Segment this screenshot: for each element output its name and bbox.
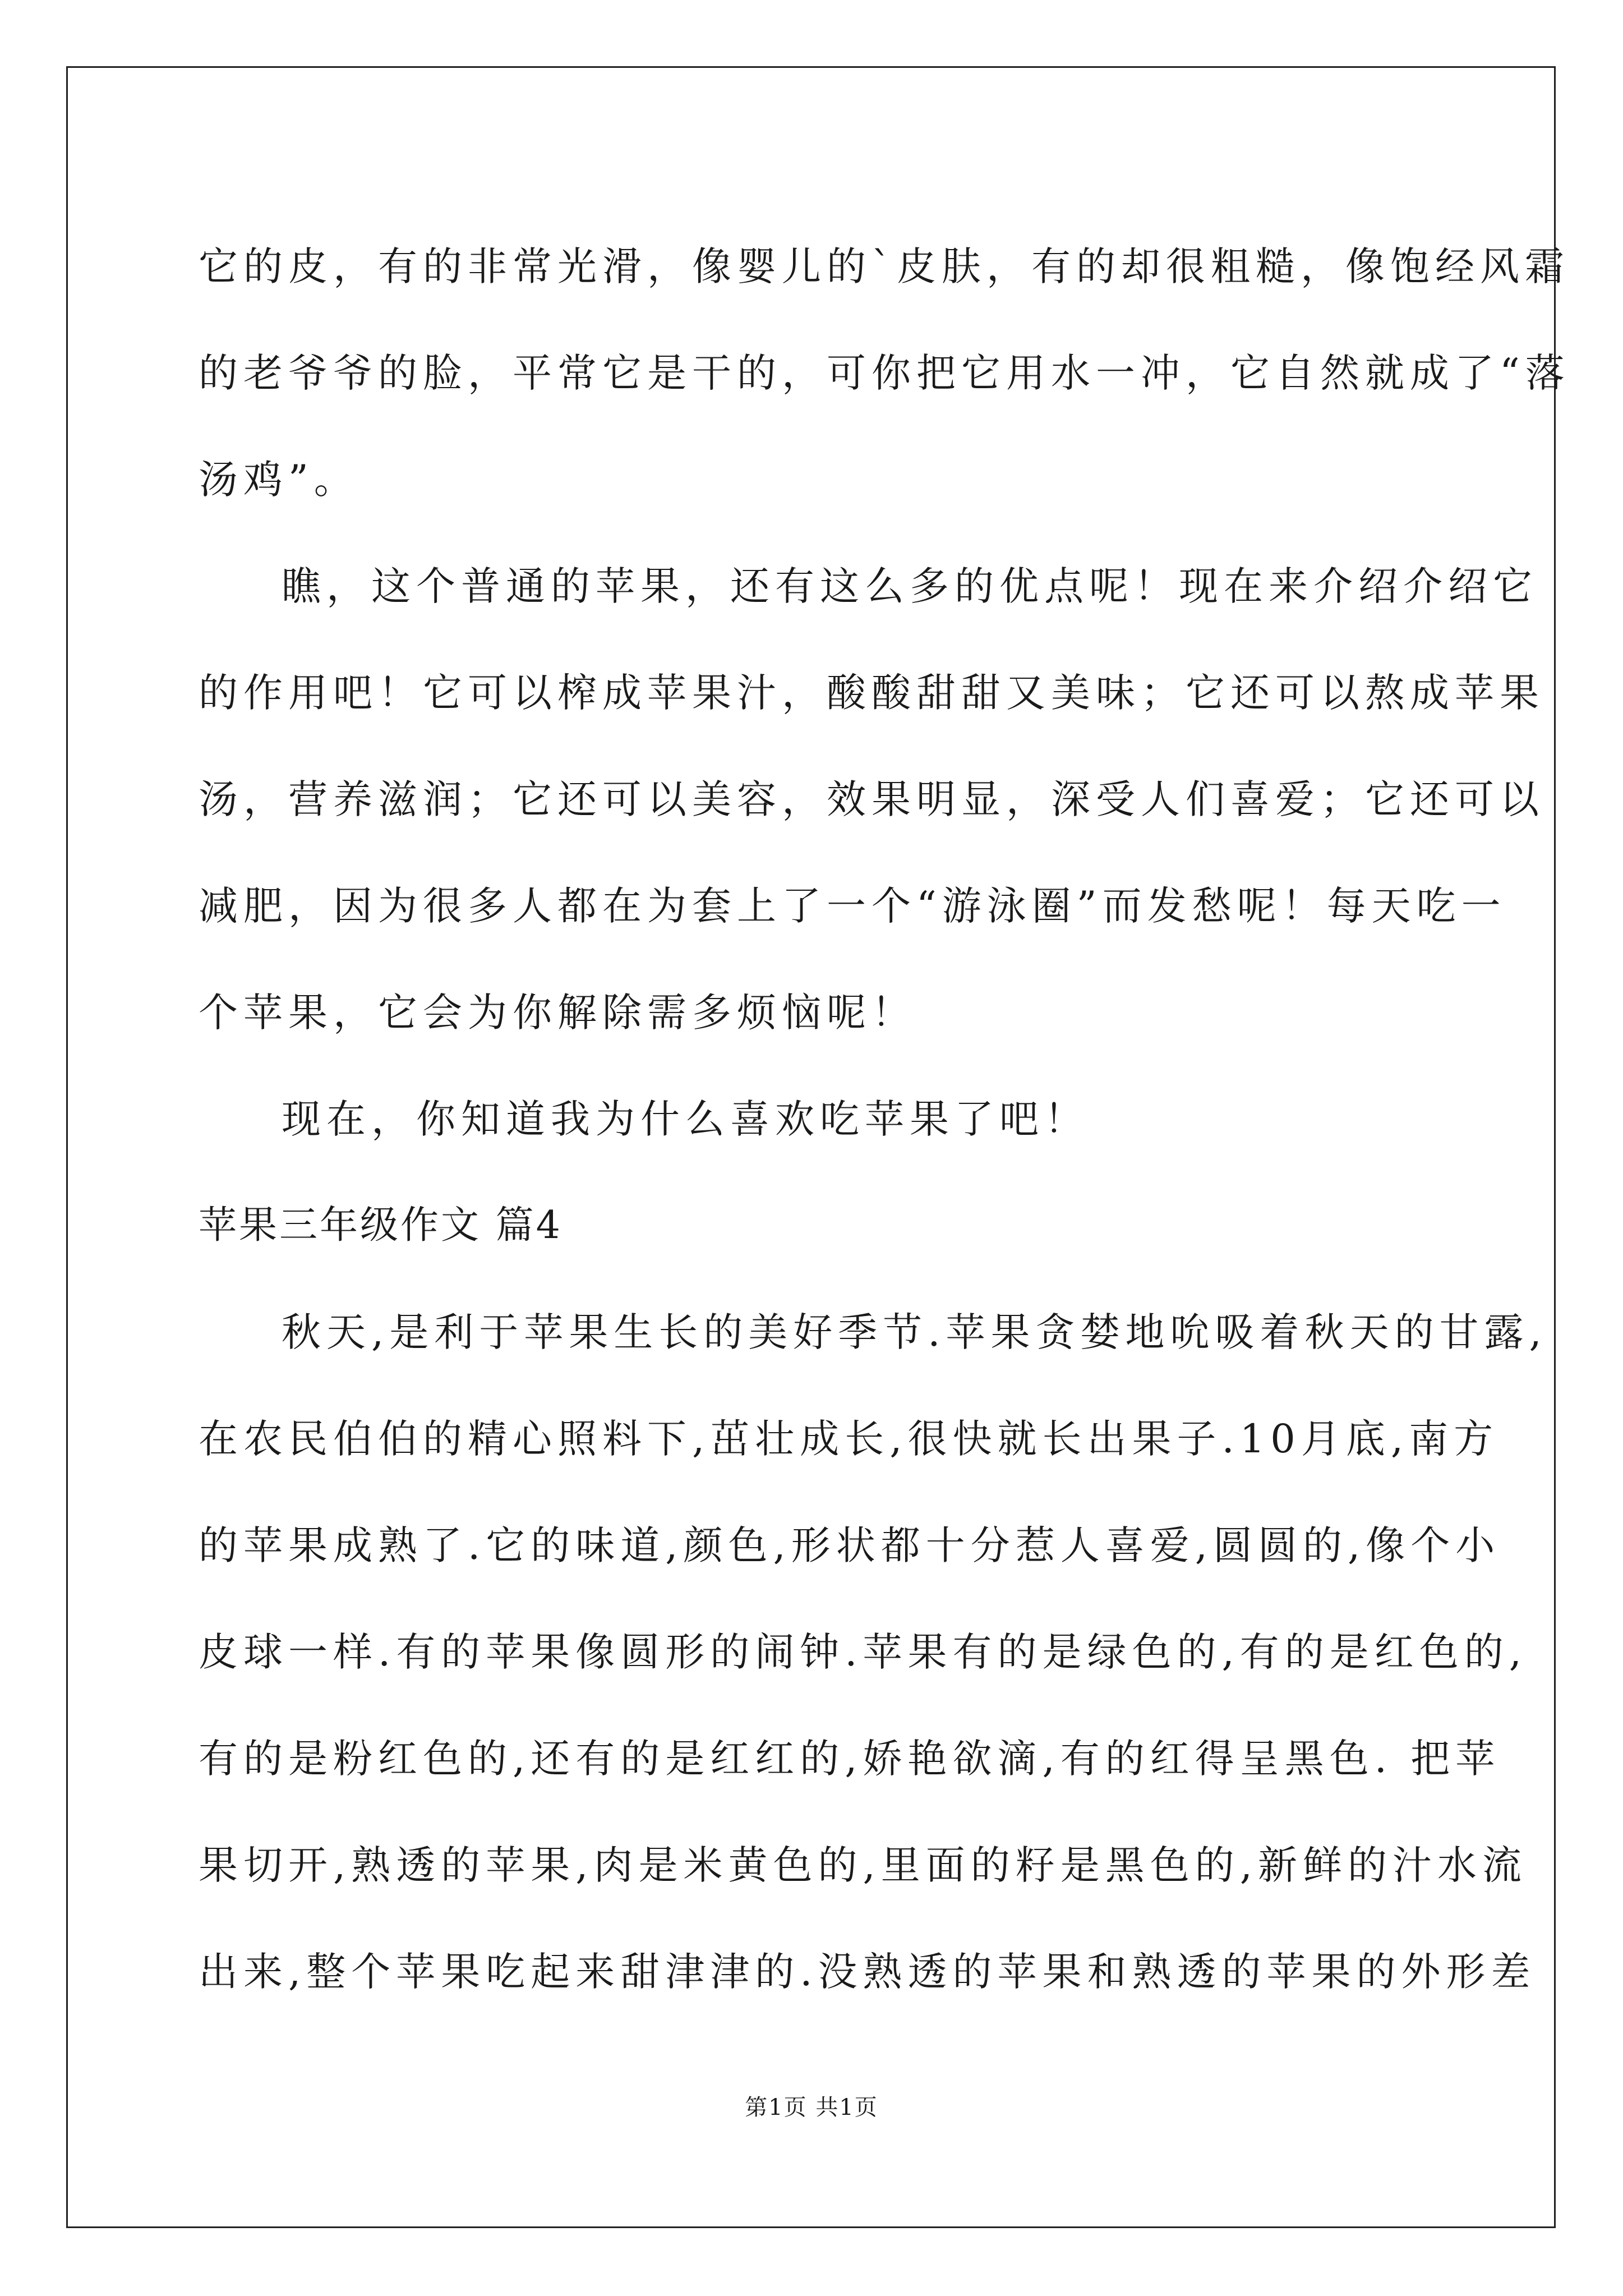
text-line: 的苹果成熟了.它的味道,颜色,形状都十分惹人喜爱,圆圆的,像个小 (199, 1522, 1501, 1568)
text-line: 皮球一样.有的苹果像圆形的闹钟.苹果有的是绿色的,有的是红色的, (199, 1629, 1528, 1675)
text-line: 在农民伯伯的精心照料下,茁壮成长,很快就长出果子.10月底,南方 (199, 1416, 1499, 1462)
text-line: 出来,整个苹果吃起来甜津津的.没熟透的苹果和熟透的苹果的外形差 (199, 1949, 1536, 1995)
paragraph-start-line: 瞧，这个普通的苹果，还有这么多的优点呢！现在来介绍介绍它 (282, 563, 1538, 609)
text-line: 汤，营养滋润；它还可以美容，效果明显，深受人们喜爱；它还可以 (199, 776, 1544, 822)
paragraph-start-line: 秋天,是利于苹果生长的美好季节.苹果贪婪地吮吸着秋天的甘露, (282, 1309, 1547, 1355)
text-line: 的老爷爷的脸，平常它是干的，可你把它用水一冲，它自然就成了“落 (199, 350, 1570, 396)
text-line: 果切开,熟透的苹果,肉是米黄色的,里面的籽是黑色的,新鲜的汁水流 (199, 1842, 1528, 1888)
document-body (199, 213, 1570, 2025)
text-line: 个苹果，它会为你解除需多烦恼呢！ (199, 990, 916, 1036)
paragraph-start-line: 现在，你知道我为什么喜欢吃苹果了吧！ (282, 1096, 1089, 1142)
text-line: 减肥，因为很多人都在为套上了一个“游泳圈”而发愁呢！每天吃一 (199, 883, 1506, 929)
text-line: 的作用吧！它可以榨成苹果汁，酸酸甜甜又美味；它还可以熬成苹果 (199, 670, 1544, 716)
page-number-footer: 第1页 共1页 (745, 2095, 878, 2120)
section-heading: 苹果三年级作文 篇4 (199, 1203, 562, 1248)
text-line: 有的是粉红色的,还有的是红红的,娇艳欲滴,有的红得呈黑色. 把苹 (199, 1736, 1501, 1782)
text-line: 它的皮，有的非常光滑，像婴儿的`皮肤，有的却很粗糙，像饱经风霜 (199, 243, 1570, 289)
text-line: 汤鸡”。 (199, 457, 359, 503)
